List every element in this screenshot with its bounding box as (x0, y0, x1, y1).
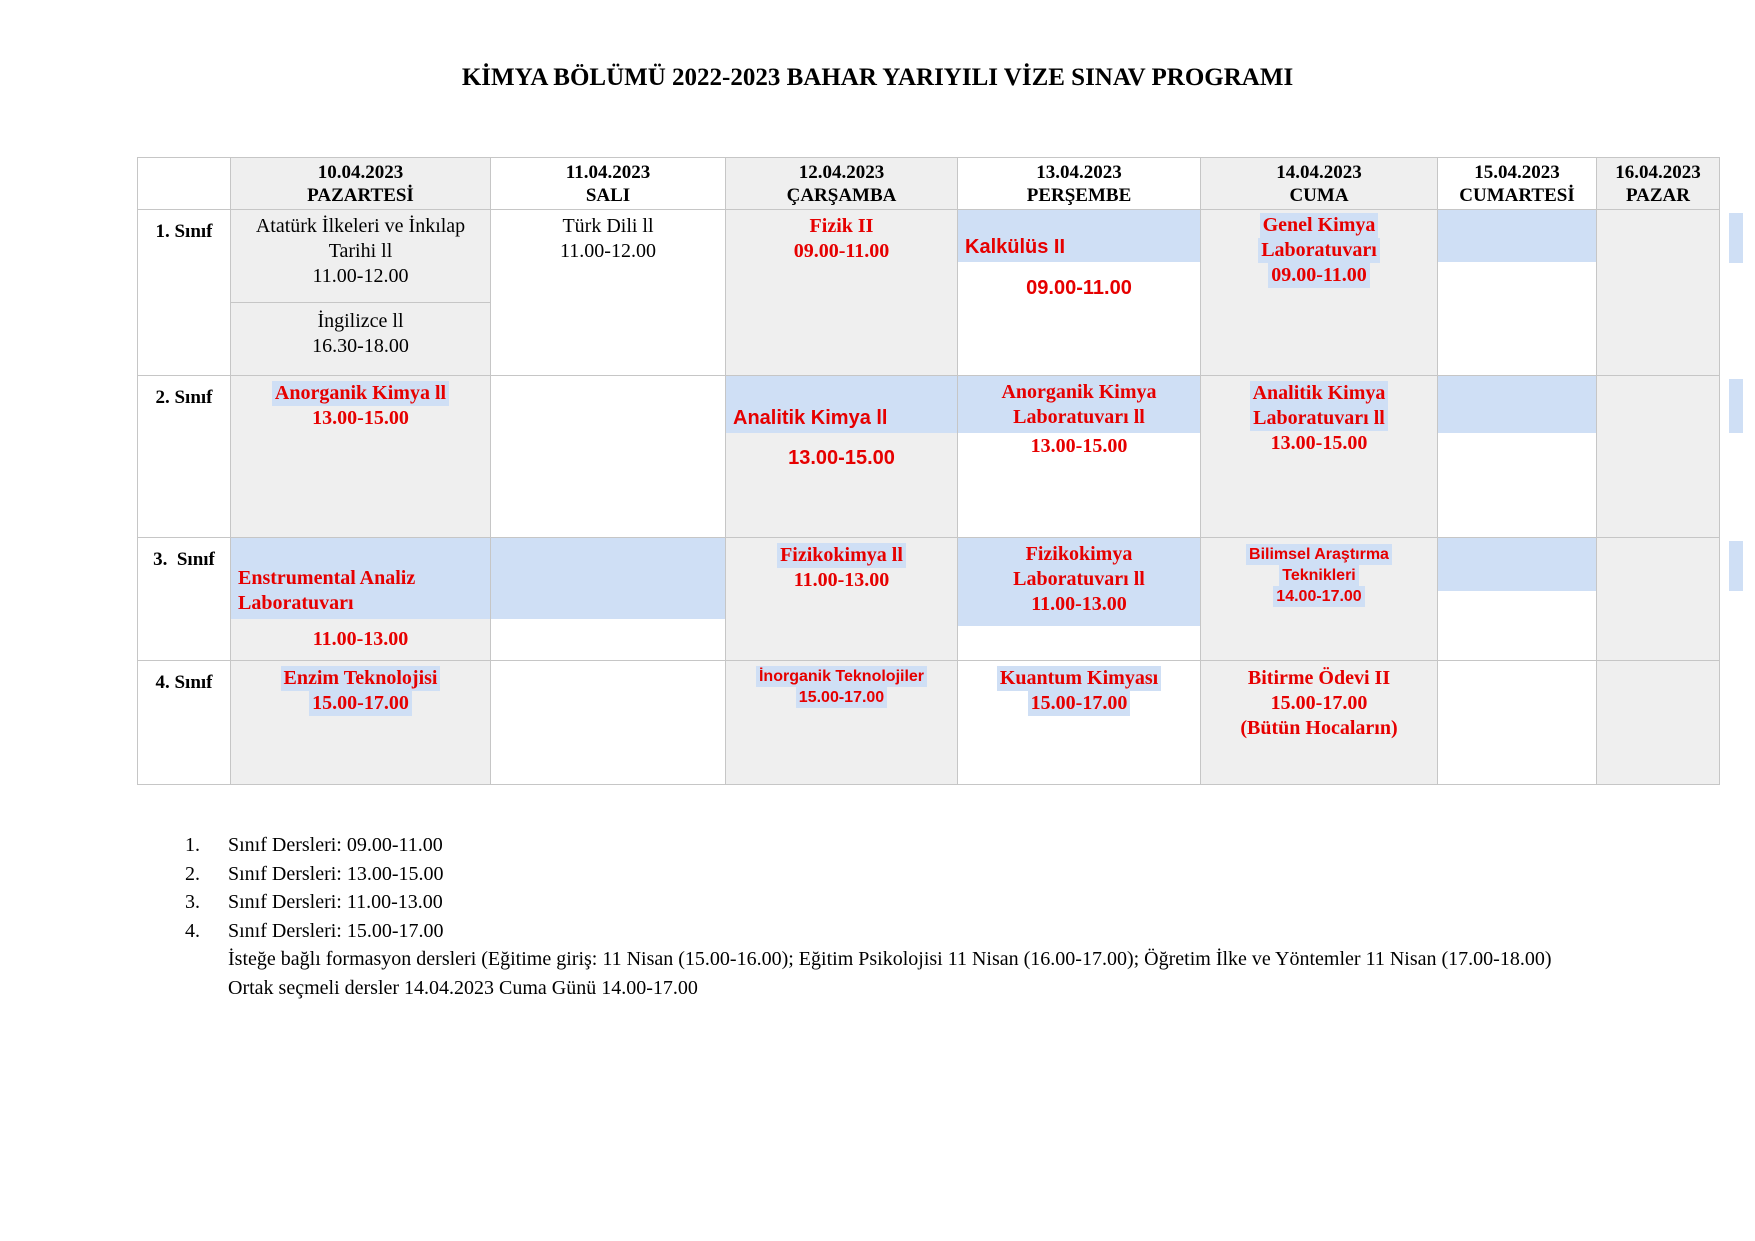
cell-r4-wednesday (726, 661, 958, 785)
header-date: 11.04.2023 (565, 162, 651, 183)
header-cell-monday (231, 158, 491, 210)
cell-r1-friday (1201, 210, 1438, 376)
cell-r4-sunday (1597, 661, 1720, 785)
cell-r2-saturday (1438, 376, 1597, 538)
course-time: 16.30-18.00 (312, 335, 409, 357)
note-number: 1. (185, 834, 200, 856)
course-title-line: Fizikokimya (1025, 543, 1133, 565)
course-time: 11.00-13.00 (793, 569, 890, 591)
cell-r4-monday (231, 661, 491, 785)
course-title-line: Laboratuvarı ll (1013, 568, 1145, 590)
course-entry (231, 303, 490, 359)
cell-r4-thursday (958, 661, 1201, 785)
header-day-name: PAZAR (1625, 185, 1691, 206)
header-date: 10.04.2023 (317, 162, 404, 183)
row-label-grade-3: 3. Sınıf (138, 538, 231, 661)
course-title-line: Teknikleri (1201, 565, 1437, 586)
cell-r2-monday (231, 376, 491, 538)
header-cell-tuesday (491, 158, 726, 210)
course-title-line: Anorganik Kimya (1001, 381, 1157, 403)
cutoff-highlight-band (1729, 379, 1743, 433)
header-date: 15.04.2023 (1474, 162, 1560, 183)
cell-r3-sunday (1597, 538, 1720, 661)
course-time: 11.00-13.00 (1031, 593, 1127, 615)
highlight-band (958, 376, 1200, 433)
row-label-grade-4: 4. Sınıf (138, 661, 231, 785)
cell-r2-sunday (1597, 376, 1720, 538)
course-title-line: İnorganik Teknolojiler (726, 666, 957, 687)
header-date: 13.04.2023 (1036, 162, 1122, 183)
cell-r1-saturday (1438, 210, 1597, 376)
course-title-line: Enstrumental Analiz (238, 567, 416, 589)
cell-r2-tuesday (491, 376, 726, 538)
note-text: Sınıf Dersleri: 15.00-17.00 (228, 919, 444, 942)
course-title-line: Türk Dili ll (562, 215, 654, 237)
course-time: 13.00-15.00 (312, 407, 409, 429)
course-time: 09.00-11.00 (793, 240, 890, 262)
highlight-band (726, 376, 957, 433)
row-label-grade-2: 2. Sınıf (138, 376, 231, 538)
course-title-line: Tarihi ll (328, 240, 393, 262)
header-day-name: SALI (585, 185, 631, 206)
note-item (185, 888, 1665, 917)
course-time: 15.00-17.00 (726, 687, 957, 708)
course-time: 15.00-17.00 (231, 691, 490, 716)
header-day-name: CUMARTESİ (1459, 185, 1575, 206)
cell-r3-tuesday (491, 538, 726, 661)
course-title-line: Kuantum Kimyası (958, 666, 1200, 691)
note-number: 3. (185, 891, 200, 913)
course-title-line: İngilizce ll (317, 310, 404, 332)
course-title-line: Laboratuvarı ll (1013, 406, 1145, 428)
header-date: 16.04.2023 (1615, 162, 1701, 183)
header-day-name: PAZARTESİ (307, 185, 414, 206)
course-time: 13.00-15.00 (788, 447, 895, 469)
course-time: 09.00-11.00 (1201, 263, 1437, 288)
exam-schedule-table (137, 157, 1720, 785)
cell-r4-tuesday (491, 661, 726, 785)
course-title-line: Atatürk İlkeleri ve İnkılap (255, 215, 466, 237)
header-date: 14.04.2023 (1276, 162, 1362, 183)
course-title-line: Laboratuvarı (238, 592, 354, 614)
header-cell-sunday (1597, 158, 1720, 210)
course-title-line: Analitik Kimya ll (733, 407, 888, 429)
course-title-line: Bitirme Ödevi II (1247, 667, 1391, 689)
note-item (185, 917, 1665, 946)
note-common-electives: Ortak seçmeli dersler 14.04.2023 Cuma Günü 14.00-17.00 (228, 976, 698, 999)
cell-r1-sunday (1597, 210, 1720, 376)
highlight-band (1438, 210, 1596, 262)
cell-r3-wednesday (726, 538, 958, 661)
cell-r2-thursday (958, 376, 1201, 538)
note-formation-courses: İsteğe bağlı formasyon dersleri (Eğitime giriş: 11 Nisan (15.00-16.00); Eğitim Psikolojisi 11 Nisan (16.00-17.00); Öğretim İlke ve Yöntemler 11 Nisan (17.00-18.00) (228, 948, 1552, 970)
course-title-line: Analitik Kimya (1201, 381, 1437, 406)
course-title-line: Anorganik Kimya ll (231, 381, 490, 406)
highlight-band (958, 210, 1200, 262)
cell-r4-saturday (1438, 661, 1597, 785)
note-item (185, 860, 1665, 889)
course-time: 09.00-11.00 (1026, 277, 1132, 299)
course-note: (Bütün Hocaların) (1240, 717, 1398, 739)
cell-r2-wednesday (726, 376, 958, 538)
header-day-name: ÇARŞAMBA (786, 185, 897, 206)
header-cell-thursday (958, 158, 1201, 210)
course-time: 15.00-17.00 (958, 691, 1200, 716)
note-text: Sınıf Dersleri: 13.00-15.00 (228, 862, 444, 885)
note-number: 4. (185, 919, 200, 942)
highlight-band (491, 538, 725, 619)
header-cell-wednesday (726, 158, 958, 210)
cell-r3-saturday (1438, 538, 1597, 661)
footnotes (185, 831, 1665, 1002)
cutoff-highlight-band (1729, 213, 1743, 263)
course-time: 13.00-15.00 (1270, 432, 1368, 454)
course-entry (231, 210, 490, 303)
note-item (185, 831, 1665, 860)
note-number: 2. (185, 862, 200, 885)
row-label-grade-1: 1. Sınıf (138, 210, 231, 376)
course-time: 11.00-12.00 (560, 240, 656, 262)
cell-r4-friday (1201, 661, 1438, 785)
header-day-name: PERŞEMBE (1026, 185, 1132, 206)
header-day-name: CUMA (1289, 185, 1349, 206)
cell-r1-thursday (958, 210, 1201, 376)
course-time: 15.00-17.00 (1270, 692, 1368, 714)
course-title-line: Fizikokimya ll (726, 543, 957, 568)
course-title-line: Laboratuvarı ll (1201, 406, 1437, 431)
page-title: KİMYA BÖLÜMÜ 2022-2023 BAHAR YARIYILI VİZE SINAV PROGRAMI (461, 64, 1294, 91)
highlight-band (231, 538, 490, 619)
course-title-line: Bilimsel Araştırma (1201, 544, 1437, 565)
course-time: 11.00-13.00 (312, 628, 409, 650)
highlight-band (958, 538, 1200, 626)
course-time: 13.00-15.00 (1030, 435, 1128, 457)
cell-r1-wednesday (726, 210, 958, 376)
course-time: 11.00-12.00 (312, 265, 409, 287)
cell-r3-thursday (958, 538, 1201, 661)
cutoff-highlight-band (1729, 541, 1743, 591)
cell-r3-friday (1201, 538, 1438, 661)
highlight-band (1438, 376, 1596, 433)
header-empty-cell (138, 158, 231, 210)
header-date: 12.04.2023 (798, 162, 885, 183)
note-text: Sınıf Dersleri: 11.00-13.00 (228, 891, 443, 913)
highlight-band (1438, 538, 1596, 591)
course-title-line: Laboratuvarı (1201, 238, 1437, 263)
cell-r1-monday (231, 210, 491, 376)
cell-r3-monday (231, 538, 491, 661)
course-title-line: Genel Kimya (1201, 213, 1437, 238)
header-cell-saturday (1438, 158, 1597, 210)
cell-r2-friday (1201, 376, 1438, 538)
note-text: Sınıf Dersleri: 09.00-11.00 (228, 834, 443, 856)
course-time: 14.00-17.00 (1201, 586, 1437, 607)
cell-r1-tuesday (491, 210, 726, 376)
header-cell-friday (1201, 158, 1438, 210)
course-title-line: Kalkülüs II (965, 236, 1066, 258)
course-title-line: Enzim Teknolojisi (231, 666, 490, 691)
course-title-line: Fizik II (809, 215, 874, 237)
